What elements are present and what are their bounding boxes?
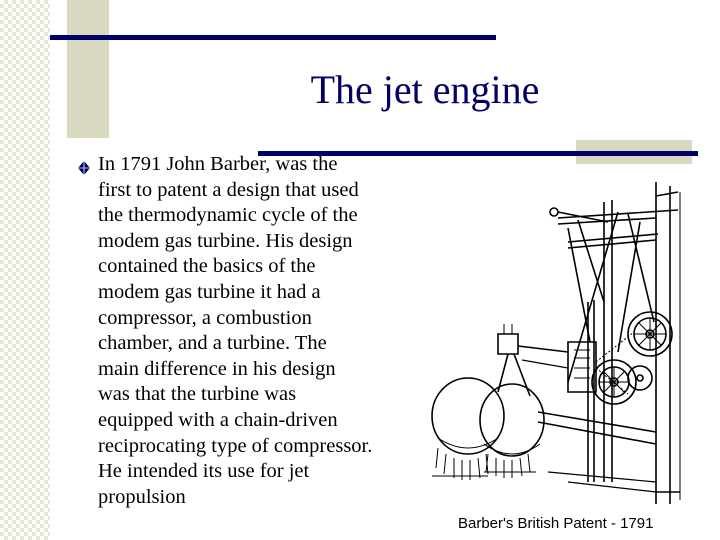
body-line: He intended its use for jet	[98, 460, 310, 483]
body-line: first to patent a design that used	[98, 178, 359, 201]
body-line: compressor, a combustion	[98, 306, 312, 329]
title-rule-top	[50, 35, 496, 40]
diamond-bullet-icon	[74, 158, 94, 178]
body-line: modem gas turbine. His design	[98, 229, 353, 252]
body-line: equipped with a chain-driven	[98, 408, 338, 431]
body-line: contained the basics of the	[98, 255, 316, 278]
figure-caption: Barber's British Patent - 1791	[458, 515, 654, 532]
decorative-tan-block-top	[67, 0, 109, 138]
body-line: reciprocating type of compressor.	[98, 434, 373, 457]
checker-pattern-strip	[0, 0, 50, 540]
body-line: main difference in his design	[98, 357, 336, 380]
body-paragraph	[98, 152, 428, 510]
body-line: was that the turbine was	[98, 383, 297, 406]
body-line: In 1791 John Barber, was the	[98, 153, 338, 175]
body-line: modem gas turbine it had a	[98, 280, 321, 303]
body-line: the thermodynamic cycle of the	[98, 204, 358, 227]
slide-title: The jet engine	[310, 67, 540, 112]
body-line: propulsion	[98, 485, 186, 508]
barber-gas-turbine-drawing	[418, 182, 708, 512]
body-line: chamber, and a turbine. The	[98, 332, 327, 355]
